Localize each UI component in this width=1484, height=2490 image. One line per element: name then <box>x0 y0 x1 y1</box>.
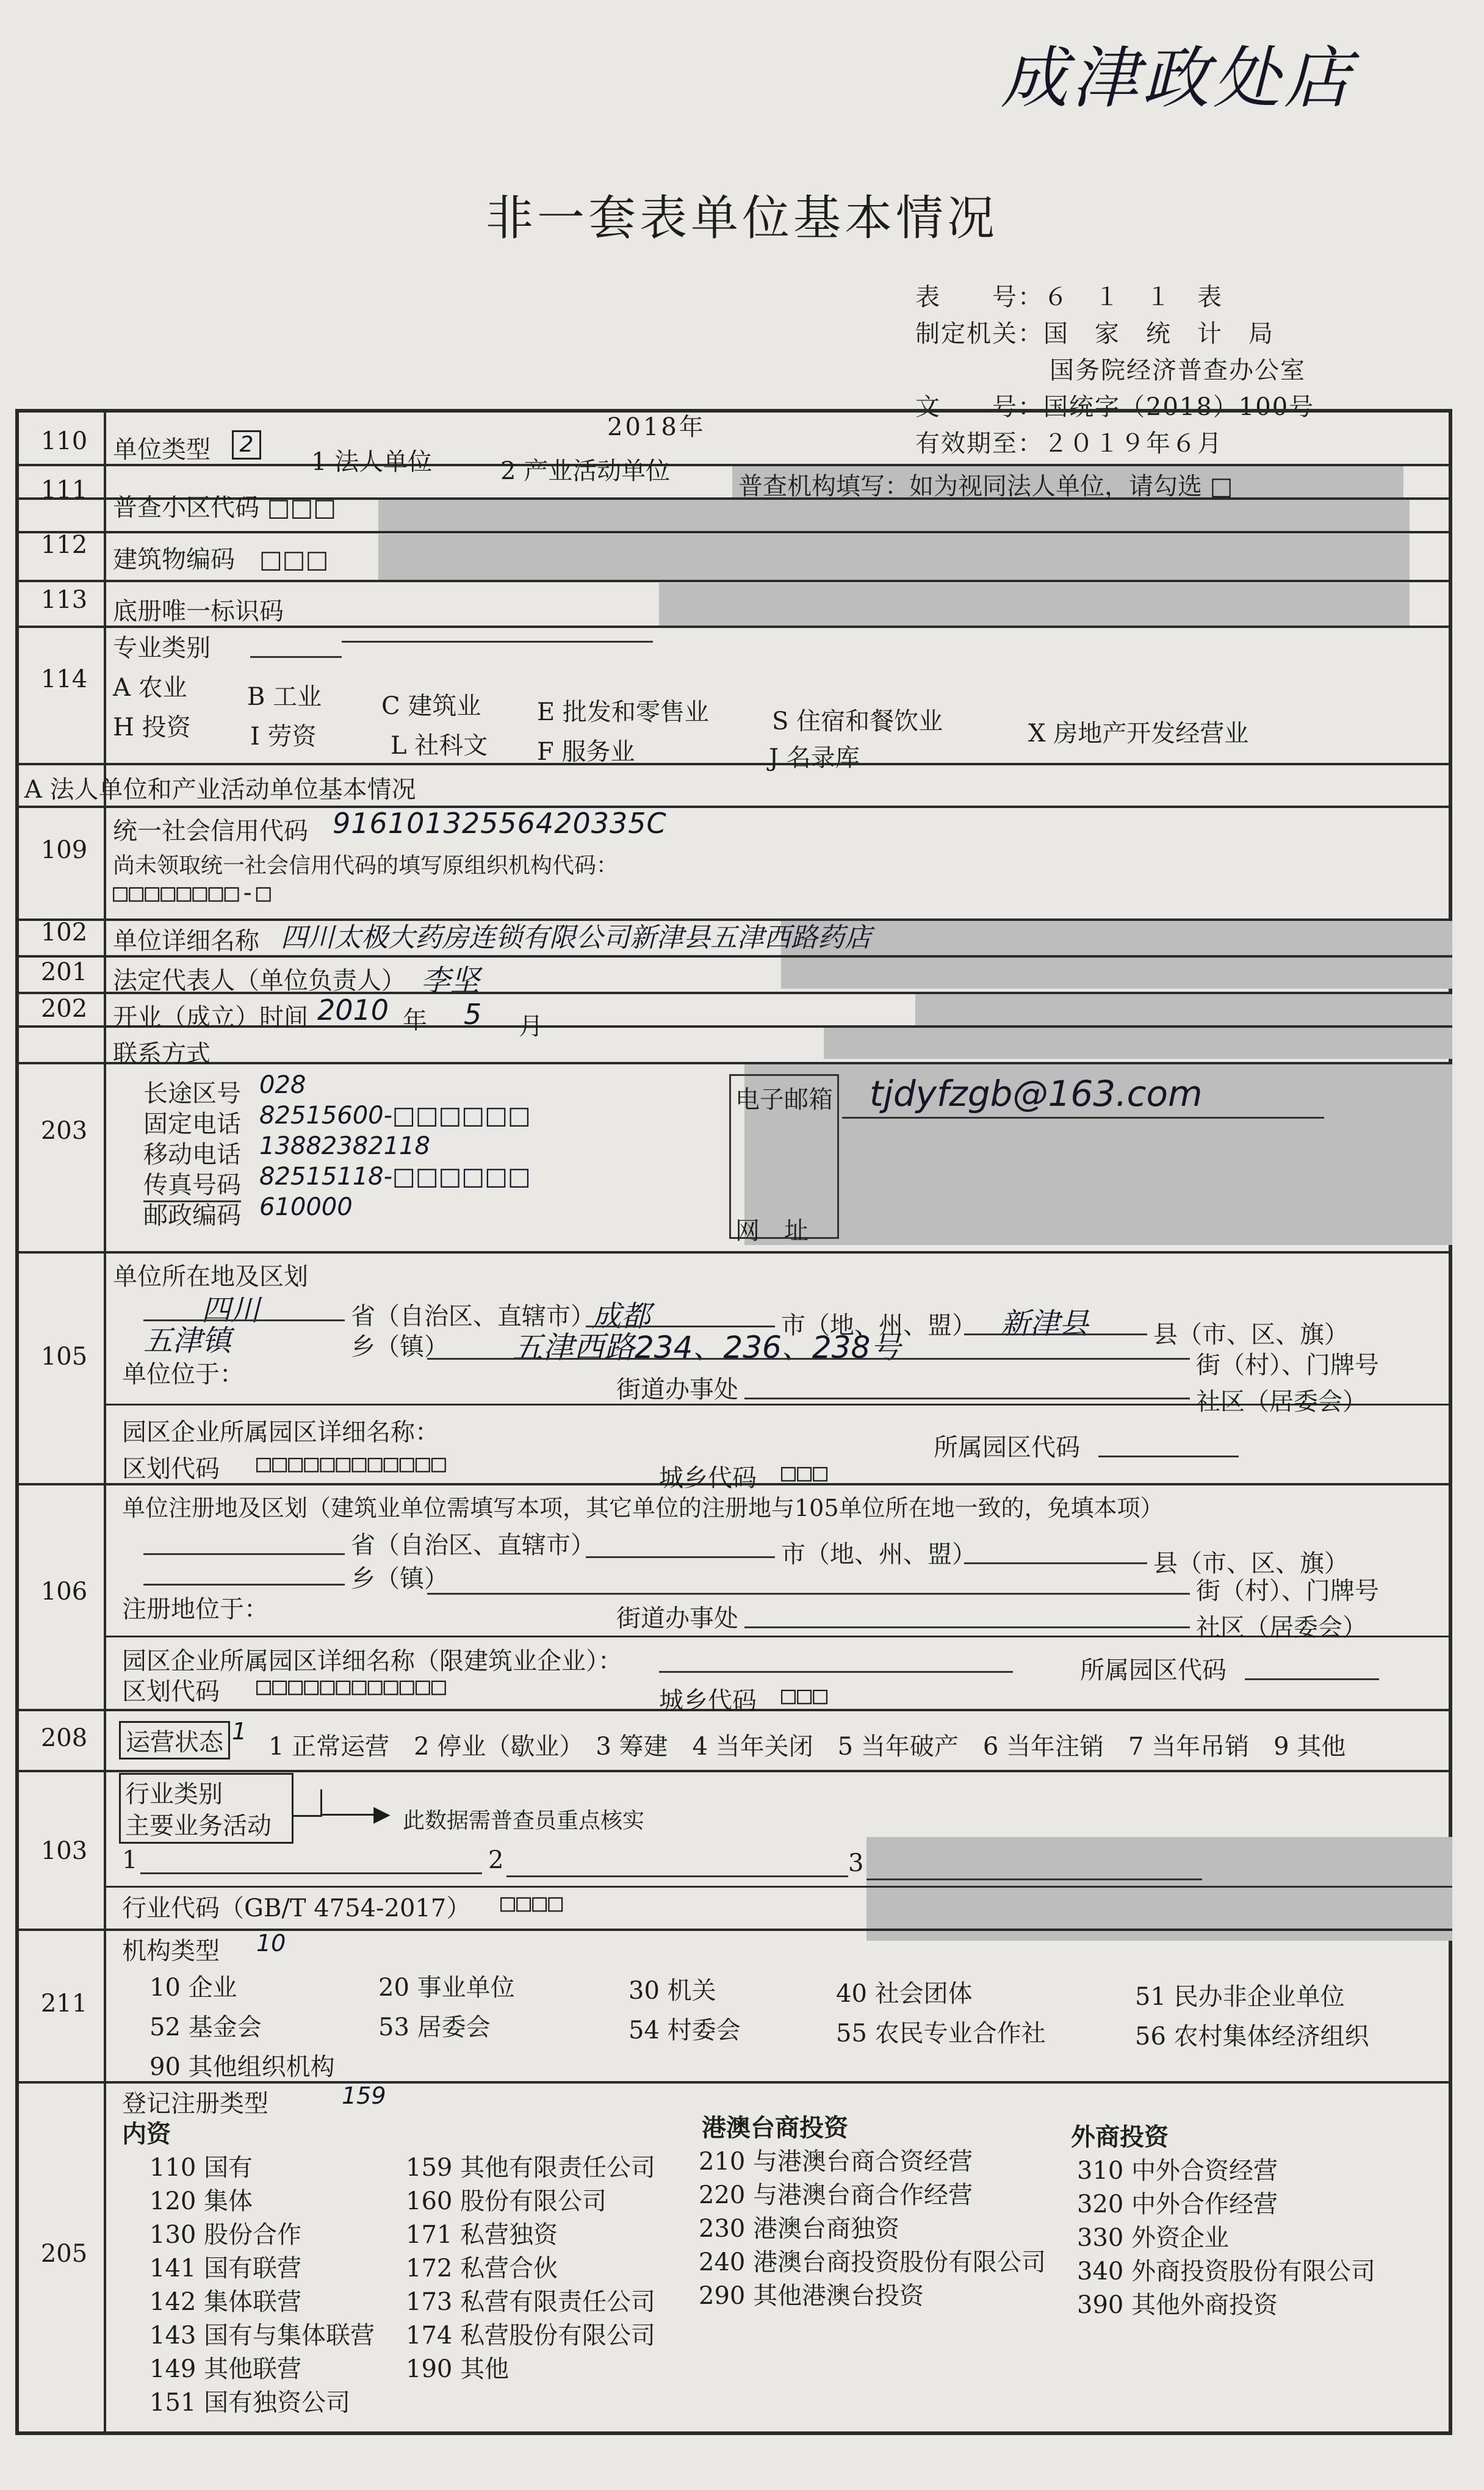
street-line <box>427 1358 1190 1360</box>
reg-county-unit: 县（市、区、旗） <box>1153 1550 1349 1578</box>
unit-type-option-1: 1 法人单位 <box>311 448 433 476</box>
rule <box>15 806 1452 808</box>
operating-status-options: 1 正常运营 2 停业（歇业） 3 筹建 4 当年关闭 5 当年破产 6 当年注销 7 当年吊销 9 其他 <box>268 1733 1346 1761</box>
code-203: 203 <box>40 1117 88 1145</box>
month-unit: 月 <box>519 1012 543 1041</box>
specialty-item: S 住宿和餐饮业 <box>772 707 943 735</box>
org-code-note: 尚未领取统一社会信用代码的填写原组织机构代码： <box>113 853 619 878</box>
code-102: 102 <box>40 918 88 947</box>
email-label: 电子邮箱 <box>735 1086 833 1114</box>
reg-type-item: 130 股份合作 <box>149 2221 302 2249</box>
activity-line-2 <box>506 1875 848 1877</box>
urban-code-boxes[interactable]: □□□ <box>781 1459 829 1487</box>
registration-type-label: 登记注册类型 <box>122 2090 268 2118</box>
region-code-boxes[interactable]: □□□□□□□□□□□□ <box>256 1449 447 1478</box>
specialty-line <box>250 656 342 658</box>
county-value[interactable]: 新津县 <box>1001 1307 1089 1341</box>
institution-type-item: 30 机关 <box>629 1977 716 2005</box>
county-unit: 县（市、区、旗） <box>1153 1321 1349 1349</box>
reg-region-code-label: 区划代码 <box>122 1678 220 1706</box>
registration-type-value[interactable]: 159 <box>342 2082 386 2109</box>
form-year: 2018年 <box>607 413 706 441</box>
reg-type-item: 151 国有独资公司 <box>149 2389 351 2417</box>
specialty-item: J 名录库 <box>769 744 860 772</box>
unit-type-label: 单位类型 <box>113 436 211 464</box>
province-unit: 省（自治区、直辖市） <box>351 1302 595 1330</box>
area-code-label: 长途区号 <box>143 1080 241 1108</box>
email-line <box>842 1117 1324 1119</box>
valid-until: 有效期至：２０１９年６月 <box>915 430 1223 458</box>
phone-label: 固定电话 <box>143 1110 241 1138</box>
code-205: 205 <box>40 2240 88 2268</box>
fax-value[interactable]: 82515118-□□□□□□ <box>259 1163 531 1191</box>
rule <box>15 1062 1452 1064</box>
credit-code-label: 统一社会信用代码 <box>113 817 308 845</box>
code-109: 109 <box>40 836 88 864</box>
website-label: 网 址 <box>735 1217 809 1245</box>
arrow-head: ▶ <box>373 1802 391 1827</box>
reg-province-line <box>143 1553 345 1555</box>
form-title: 非一套表单位基本情况 <box>485 191 998 246</box>
institution-type-item: 55 农民专业合作社 <box>836 2019 1046 2048</box>
institution-type-item: 56 农村集体经济组织 <box>1135 2023 1369 2051</box>
located-label: 单位位于： <box>122 1360 244 1388</box>
legal-rep-label: 法定代表人（单位负责人） <box>113 967 406 995</box>
reg-type-item: 390 其他外商投资 <box>1077 2291 1278 2319</box>
code-111: 111 <box>40 476 88 504</box>
reg-province-unit: 省（自治区、直辖市） <box>351 1531 595 1559</box>
shade-109 <box>781 918 1452 989</box>
reg-type-item: 171 私营独资 <box>406 2221 558 2249</box>
unique-id-line <box>342 641 653 643</box>
reg-type-item: 330 外资企业 <box>1077 2224 1230 2252</box>
reg-office-label: 街道办事处 <box>616 1604 738 1633</box>
institution-type-item: 51 民办非企业单位 <box>1135 1983 1345 2011</box>
document-number: 文 号：国统字（2018）100号 <box>915 393 1315 421</box>
shade-202 <box>824 1025 1452 1059</box>
industry-code-label: 行业代码（GB/T 4754-2017） <box>122 1894 471 1922</box>
reg-park-name-label: 园区企业所属园区详细名称（限建筑业企业）： <box>122 1647 622 1675</box>
area-code-value[interactable]: 028 <box>259 1071 306 1099</box>
institution-type-item: 20 事业单位 <box>378 1974 515 2002</box>
registered-location-label: 单位注册地及区划（建筑业单位需填写本项，其它单位的注册地与105单位所在地一致的，免填本项） <box>122 1495 1164 1521</box>
code-112: 112 <box>40 531 88 559</box>
mobile-value[interactable]: 13882382118 <box>259 1132 430 1160</box>
reg-type-item: 290 其他港澳台投资 <box>699 2282 924 2310</box>
reg-type-item: 210 与港澳台商合资经营 <box>699 2148 973 2176</box>
shade-112 <box>378 534 1410 580</box>
industry-code-boxes[interactable]: □□□□ <box>500 1889 564 1917</box>
post-value[interactable]: 610000 <box>259 1193 353 1221</box>
reg-type-item: 143 国有与集体联营 <box>149 2322 375 2350</box>
shade-113 <box>659 583 1410 626</box>
fax-label: 传真号码 <box>143 1166 241 1202</box>
reg-park-name-line <box>659 1671 1013 1673</box>
specialty-label: 专业类别 <box>113 634 211 662</box>
section-a-heading: A 法人单位和产业活动单位基本情况 <box>24 776 416 804</box>
office-label: 街道办事处 <box>616 1376 738 1404</box>
rule <box>15 1929 1452 1931</box>
code-114: 114 <box>40 665 88 693</box>
specialty-item: H 投资 <box>113 713 191 742</box>
year-unit: 年 <box>403 1006 427 1034</box>
activity-line-3 <box>866 1878 1202 1880</box>
reg-region-code-boxes[interactable]: □□□□□□□□□□□□ <box>256 1672 447 1700</box>
reg-urban-code-label: 城乡代码 <box>659 1687 757 1715</box>
reg-county-line <box>964 1562 1147 1564</box>
town-unit: 乡（镇） <box>351 1333 448 1361</box>
open-year-value[interactable]: 2010 <box>317 994 389 1027</box>
activity-number-2: 2 <box>488 1846 504 1874</box>
operating-status-value[interactable]: 1 <box>232 1718 247 1745</box>
unit-type-value[interactable]: 2 <box>232 430 261 460</box>
park-code-line <box>1098 1456 1239 1457</box>
unit-name-value[interactable]: 四川太极大药房连锁有限公司新津县五津西路药店 <box>281 922 871 953</box>
reg-type-item: 310 中外合资经营 <box>1077 2157 1278 2185</box>
specialty-item: E 批发和零售业 <box>537 698 709 726</box>
email-value[interactable]: tjdyfzgb@163.com <box>870 1073 1203 1114</box>
institution-type-item: 52 基金会 <box>149 2013 262 2041</box>
hmt-heading: 港澳台商投资 <box>702 2113 848 2142</box>
arrow-line <box>320 1814 375 1816</box>
table-number: 表 号：６ １ １ 表 <box>915 283 1223 311</box>
reg-street-line <box>427 1593 1190 1595</box>
reg-type-item: 149 其他联营 <box>149 2355 302 2383</box>
city-unit: 市（地、州、盟） <box>781 1312 976 1340</box>
reg-type-item: 220 与港澳台商合作经营 <box>699 2181 973 2209</box>
rule <box>15 580 1452 582</box>
authority-line-1: 制定机关：国 家 统 计 局 <box>915 320 1274 348</box>
institution-type-item: 40 社会团体 <box>836 1980 973 2008</box>
code-202: 202 <box>40 995 88 1023</box>
city-value[interactable]: 成都 <box>592 1299 651 1333</box>
authority-line-2: 国务院经济普查办公室 <box>1050 356 1306 384</box>
code-105: 105 <box>40 1343 88 1371</box>
street-unit: 街（村）、门牌号 <box>1196 1351 1379 1379</box>
main-activity-label: 主要业务活动 <box>125 1812 272 1840</box>
reg-urban-code-boxes[interactable]: □□□ <box>781 1681 829 1709</box>
census-area-code: 普查小区代码 □□□ <box>113 494 337 522</box>
specialty-item: A 农业 <box>113 674 187 702</box>
reg-type-item: 230 港澳台商独资 <box>699 2215 900 2243</box>
code-106: 106 <box>40 1578 88 1606</box>
province-value[interactable]: 四川 <box>201 1293 261 1327</box>
reg-type-item: 320 中外合作经营 <box>1077 2190 1278 2218</box>
foreign-heading: 外商投资 <box>1071 2123 1169 2151</box>
institution-type-label: 机构类型 <box>122 1937 220 1965</box>
street-value[interactable]: 五津西路234、236、238号 <box>513 1330 901 1365</box>
operating-status-label: 运营状态 <box>119 1721 230 1759</box>
reg-located-label: 注册地位于： <box>122 1595 268 1623</box>
open-month-value[interactable]: 5 <box>464 998 482 1031</box>
reg-type-item: 120 集体 <box>149 2187 253 2215</box>
reg-city-line <box>586 1556 775 1558</box>
domestic-heading: 内资 <box>122 2120 171 2148</box>
rule-industry <box>104 1886 1452 1888</box>
unique-id-label: 底册唯一标识码 <box>113 597 284 626</box>
specialty-item: X 房地产开发经营业 <box>1028 720 1249 748</box>
institution-type-item: 10 企业 <box>149 1974 237 2002</box>
code-113: 113 <box>40 586 88 614</box>
code-103: 103 <box>40 1837 88 1865</box>
reg-type-item: 240 港澳台商投资股份有限公司 <box>699 2248 1046 2276</box>
reg-type-item: 160 股份有限公司 <box>406 2187 607 2215</box>
unit-name-label: 单位详细名称 <box>113 927 259 955</box>
reg-street-unit: 街（村）、门牌号 <box>1196 1577 1379 1605</box>
code-208: 208 <box>40 1724 88 1752</box>
reg-type-item: 142 集体联营 <box>149 2288 302 2316</box>
reg-town-unit: 乡（镇） <box>351 1565 448 1593</box>
open-date-label: 开业（成立）时间 <box>113 1003 308 1031</box>
region-code-label: 区划代码 <box>122 1455 220 1483</box>
reg-type-item: 141 国有联营 <box>149 2254 302 2282</box>
activity-number-1: 1 <box>122 1846 138 1874</box>
reg-type-item: 173 私营有限责任公司 <box>406 2288 656 2316</box>
verify-note: 此数据需普查员重点核实 <box>403 1808 645 1833</box>
reg-type-item: 172 私营合伙 <box>406 2254 558 2282</box>
reg-type-item: 110 国有 <box>149 2154 253 2182</box>
location-label: 单位所在地及区划 <box>113 1263 308 1291</box>
industry-category-label: 行业类别 <box>125 1780 223 1808</box>
town-value[interactable]: 五津镇 <box>143 1324 232 1358</box>
credit-code-value[interactable]: 91610132556420335C <box>333 807 667 840</box>
handwritten-signature: 成津政处店 <box>1001 39 1355 117</box>
code-110: 110 <box>40 427 88 455</box>
shade-111 <box>378 497 1410 531</box>
code-211: 211 <box>40 1990 88 2018</box>
reg-type-item: 174 私营股份有限公司 <box>406 2322 656 2350</box>
institution-type-value[interactable]: 10 <box>256 1930 286 1957</box>
reg-community-label: 社区（居委会） <box>1196 1614 1367 1642</box>
reg-type-item: 159 其他有限责任公司 <box>406 2154 656 2182</box>
reg-office-line <box>744 1626 1190 1628</box>
institution-type-item: 53 居委会 <box>378 2013 491 2041</box>
specialty-item: B 工业 <box>247 683 322 711</box>
specialty-item: L 社科文 <box>391 732 488 760</box>
code-column-divider <box>104 409 106 2435</box>
shade-201 <box>915 992 1452 1025</box>
activity-line-1 <box>140 1872 482 1874</box>
reg-town-line <box>143 1584 345 1586</box>
specialty-item: F 服务业 <box>537 738 635 766</box>
rule <box>15 1770 1452 1772</box>
census-note: 普查机构填写：如为视同法人单位，请勾选 □ <box>738 472 1233 500</box>
reg-park-code-line <box>1245 1678 1379 1680</box>
specialty-item: I 劳资 <box>250 723 317 751</box>
post-label: 邮政编码 <box>143 1202 241 1230</box>
institution-type-item: 90 其他组织机构 <box>149 2053 335 2081</box>
specialty-item: C 建筑业 <box>381 692 481 720</box>
county-line <box>964 1333 1147 1335</box>
park-code-label: 所属园区代码 <box>934 1434 1080 1462</box>
shade-103 <box>866 1837 1452 1941</box>
contact-label: 联系方式 <box>113 1040 211 1068</box>
code-201: 201 <box>40 958 88 986</box>
institution-type-item: 54 村委会 <box>629 2016 741 2044</box>
activity-number-3: 3 <box>848 1849 864 1877</box>
community-label: 社区（居委会） <box>1196 1388 1367 1416</box>
rule <box>15 531 1452 533</box>
rule <box>15 464 1452 466</box>
urban-code-label: 城乡代码 <box>659 1464 757 1492</box>
park-name-label: 园区企业所属园区详细名称： <box>122 1418 439 1446</box>
unit-type-option-2: 2 产业活动单位 <box>500 457 671 485</box>
building-code: 建筑物编码 □□□ <box>113 546 329 574</box>
legal-rep-value[interactable]: 李坚 <box>421 964 480 998</box>
reg-park-code-label: 所属园区代码 <box>1080 1656 1226 1684</box>
reg-type-item: 190 其他 <box>406 2355 510 2383</box>
reg-city-unit: 市（地、州、盟） <box>781 1540 976 1568</box>
reg-type-item: 340 外商投资股份有限公司 <box>1077 2257 1376 2286</box>
phone-value[interactable]: 82515600-□□□□□□ <box>259 1102 531 1130</box>
mobile-label: 移动电话 <box>143 1141 241 1169</box>
rule <box>15 763 1452 765</box>
arrow-bracket <box>293 1789 322 1817</box>
office-line <box>744 1398 1190 1399</box>
org-code-boxes[interactable]: □□□□□□□□-□ <box>113 879 272 907</box>
rule <box>15 1251 1452 1254</box>
